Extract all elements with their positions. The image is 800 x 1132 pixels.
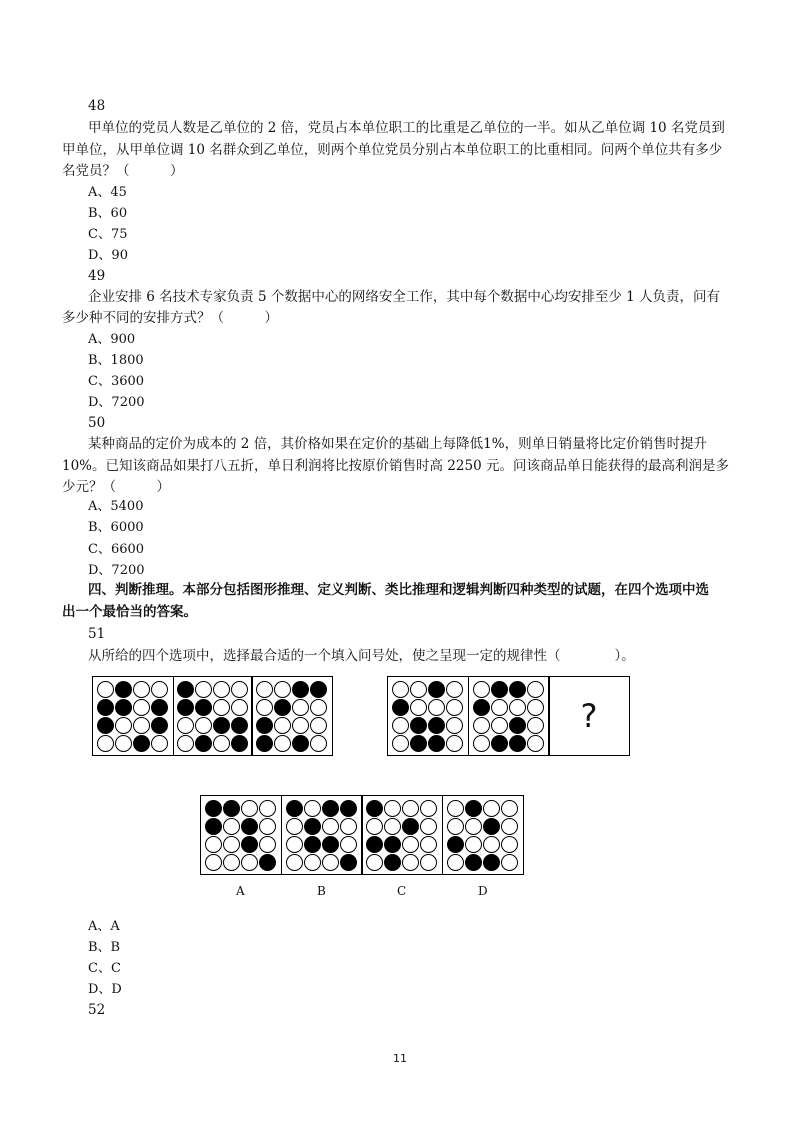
question-mark: ? [580, 697, 598, 735]
question-stem: 10%。已知该商品如果打八五折，单日利润将比按原价销售时高 2250 元。问该商品单日能获得的最高利润是多 [62, 458, 729, 474]
white-circle [447, 854, 464, 871]
white-circle [310, 717, 327, 734]
white-circle [384, 818, 401, 835]
pattern-cell [92, 676, 174, 756]
black-circle [392, 699, 409, 716]
black-circle [97, 699, 114, 716]
white-circle [231, 681, 248, 698]
white-circle [410, 699, 427, 716]
white-circle [205, 854, 222, 871]
white-circle [241, 854, 258, 871]
black-circle [428, 681, 445, 698]
question-number: 50 [88, 415, 106, 431]
white-circle [420, 836, 437, 853]
pattern-cell [468, 676, 550, 756]
white-circle [447, 818, 464, 835]
black-circle [205, 818, 222, 835]
white-circle [527, 681, 544, 698]
question-stem: 名党员？（ ） [62, 163, 184, 179]
white-circle [223, 818, 240, 835]
black-circle [310, 681, 327, 698]
white-circle [527, 717, 544, 734]
black-circle [322, 800, 339, 817]
black-circle [483, 818, 500, 835]
black-circle [410, 735, 427, 752]
white-circle [446, 699, 463, 716]
answer-option: D、7200 [88, 563, 145, 578]
white-circle [259, 818, 276, 835]
section-heading: 出一个最恰当的答案。 [62, 604, 197, 620]
choice-cell [200, 795, 282, 875]
white-circle [340, 836, 357, 853]
black-circle [483, 854, 500, 871]
answer-option: C、75 [88, 227, 128, 242]
answer-option: A、900 [88, 332, 136, 347]
white-circle [322, 854, 339, 871]
black-circle [274, 699, 291, 716]
white-circle [402, 854, 419, 871]
choice-figures [200, 795, 524, 879]
white-circle [310, 735, 327, 752]
white-circle [420, 818, 437, 835]
black-circle [491, 735, 508, 752]
black-circle [213, 717, 230, 734]
black-circle [465, 800, 482, 817]
black-circle [195, 699, 212, 716]
black-circle [241, 836, 258, 853]
white-circle [465, 836, 482, 853]
black-circle [340, 854, 357, 871]
white-circle [392, 681, 409, 698]
black-circle [366, 836, 383, 853]
choice-cell [281, 795, 363, 875]
black-circle [402, 818, 419, 835]
white-circle [446, 717, 463, 734]
answer-option: A、A [88, 919, 120, 934]
black-circle [447, 836, 464, 853]
question-number: 49 [88, 268, 106, 284]
question-stem: 企业安排 6 名技术专家负责 5 个数据中心的网络安全工作，其中每个数据中心均安排至少 1 人负责，问有 [88, 289, 721, 305]
white-circle [420, 854, 437, 871]
pattern-cell [251, 676, 333, 756]
answer-option: A、5400 [88, 499, 144, 514]
black-circle [286, 800, 303, 817]
white-circle [195, 681, 212, 698]
black-circle [231, 735, 248, 752]
white-circle [256, 699, 273, 716]
black-circle [304, 818, 321, 835]
question-stem: 从所给的四个选项中，选择最合适的一个填入问号处，使之呈现一定的规律性（ ）。 [88, 648, 635, 664]
choice-label: C [397, 884, 407, 898]
white-circle [392, 717, 409, 734]
white-circle [491, 717, 508, 734]
white-circle [259, 836, 276, 853]
answer-option: C、C [88, 961, 121, 976]
black-circle [292, 681, 309, 698]
answer-option: B、60 [88, 206, 128, 221]
question-cell [548, 676, 630, 756]
white-circle [304, 854, 321, 871]
choice-cell [442, 795, 524, 875]
white-circle [292, 699, 309, 716]
question-stem: 多少种不同的安排方式？（ ） [62, 310, 278, 326]
answer-option: C、3600 [88, 374, 145, 389]
white-circle [274, 681, 291, 698]
white-circle [205, 836, 222, 853]
question-stem: 甲单位，从甲单位调 10 名群众到乙单位，则两个单位党员分别占本单位职工的比重相同。问两个单位共有多少 [62, 142, 723, 158]
pattern-group-2 [387, 676, 630, 760]
white-circle [304, 800, 321, 817]
white-circle [231, 699, 248, 716]
white-circle [213, 699, 230, 716]
pattern-group-1 [92, 676, 333, 760]
white-circle [213, 681, 230, 698]
black-circle [195, 735, 212, 752]
black-circle [177, 699, 194, 716]
black-circle [259, 854, 276, 871]
black-circle [223, 800, 240, 817]
white-circle [213, 735, 230, 752]
white-circle [366, 854, 383, 871]
black-circle [256, 717, 273, 734]
white-circle [286, 836, 303, 853]
answer-option: D、90 [88, 248, 128, 263]
black-circle [366, 800, 383, 817]
white-circle [177, 735, 194, 752]
white-circle [402, 836, 419, 853]
black-circle [491, 681, 508, 698]
black-circle [384, 836, 401, 853]
black-circle [151, 699, 168, 716]
white-circle [286, 818, 303, 835]
white-circle [133, 681, 150, 698]
black-circle [177, 681, 194, 698]
page-number: 11 [393, 1052, 407, 1065]
white-circle [223, 854, 240, 871]
white-circle [473, 717, 490, 734]
choice-cell [361, 795, 443, 875]
question-number: 52 [88, 1002, 106, 1018]
white-circle [392, 735, 409, 752]
black-circle [115, 699, 132, 716]
white-circle [151, 735, 168, 752]
white-circle [195, 717, 212, 734]
black-circle [322, 836, 339, 853]
white-circle [366, 818, 383, 835]
question-stem: 某种商品的定价为成本的 2 倍，其价格如果在定价的基础上每降低1%，则单日销量将比定价销售时提升 [88, 436, 708, 452]
black-circle [509, 735, 526, 752]
pattern-cell [173, 676, 253, 756]
white-circle [501, 818, 518, 835]
white-circle [447, 800, 464, 817]
white-circle [177, 717, 194, 734]
white-circle [97, 681, 114, 698]
white-circle [483, 800, 500, 817]
white-circle [428, 699, 445, 716]
answer-option: D、7200 [88, 395, 145, 410]
black-circle [151, 717, 168, 734]
answer-option: D、D [88, 982, 122, 997]
black-circle [428, 717, 445, 734]
white-circle [410, 681, 427, 698]
white-circle [527, 699, 544, 716]
white-circle [473, 735, 490, 752]
white-circle [465, 818, 482, 835]
black-circle [473, 699, 490, 716]
white-circle [491, 699, 508, 716]
black-circle [509, 717, 526, 734]
black-circle [115, 681, 132, 698]
white-circle [115, 717, 132, 734]
answer-option: C、6600 [88, 542, 145, 557]
white-circle [133, 699, 150, 716]
choice-label: A [236, 884, 245, 898]
white-circle [115, 735, 132, 752]
white-circle [509, 699, 526, 716]
white-circle [446, 735, 463, 752]
answer-option: B、B [88, 940, 121, 955]
white-circle [384, 800, 401, 817]
question-number: 48 [88, 98, 106, 114]
question-stem: 甲单位的党员人数是乙单位的 2 倍，党员占本单位职工的比重是乙单位的一半。如从乙单位调 10 名党员到 [88, 120, 725, 136]
black-circle [292, 735, 309, 752]
white-circle [501, 854, 518, 871]
white-circle [256, 681, 273, 698]
white-circle [473, 681, 490, 698]
white-circle [446, 681, 463, 698]
black-circle [231, 717, 248, 734]
white-circle [483, 836, 500, 853]
black-circle [304, 836, 321, 853]
white-circle [223, 836, 240, 853]
black-circle [133, 735, 150, 752]
black-circle [410, 717, 427, 734]
white-circle [97, 735, 114, 752]
white-circle [151, 681, 168, 698]
white-circle [501, 836, 518, 853]
question-number: 51 [88, 626, 106, 642]
choice-label: D [478, 884, 488, 898]
white-circle [292, 717, 309, 734]
pattern-cell [387, 676, 469, 756]
black-circle [205, 800, 222, 817]
section-heading: 四、判断推理。本部分包括图形推理、定义判断、类比推理和逻辑判断四种类型的试题，在四个选项中选 [88, 582, 709, 598]
black-circle [465, 854, 482, 871]
black-circle [509, 681, 526, 698]
black-circle [340, 800, 357, 817]
black-circle [428, 735, 445, 752]
answer-option: B、1800 [88, 353, 144, 368]
white-circle [133, 717, 150, 734]
white-circle [241, 800, 258, 817]
white-circle [402, 800, 419, 817]
white-circle [259, 800, 276, 817]
black-circle [256, 735, 273, 752]
white-circle [501, 800, 518, 817]
white-circle [310, 699, 327, 716]
white-circle [340, 818, 357, 835]
answer-option: A、45 [88, 185, 127, 200]
white-circle [286, 854, 303, 871]
white-circle [420, 800, 437, 817]
black-circle [241, 818, 258, 835]
white-circle [274, 735, 291, 752]
black-circle [384, 854, 401, 871]
choice-label: B [317, 884, 326, 898]
answer-option: B、6000 [88, 520, 144, 535]
black-circle [97, 717, 114, 734]
white-circle [274, 717, 291, 734]
white-circle [527, 735, 544, 752]
white-circle [322, 818, 339, 835]
question-stem: 少元？（ ） [62, 479, 170, 495]
